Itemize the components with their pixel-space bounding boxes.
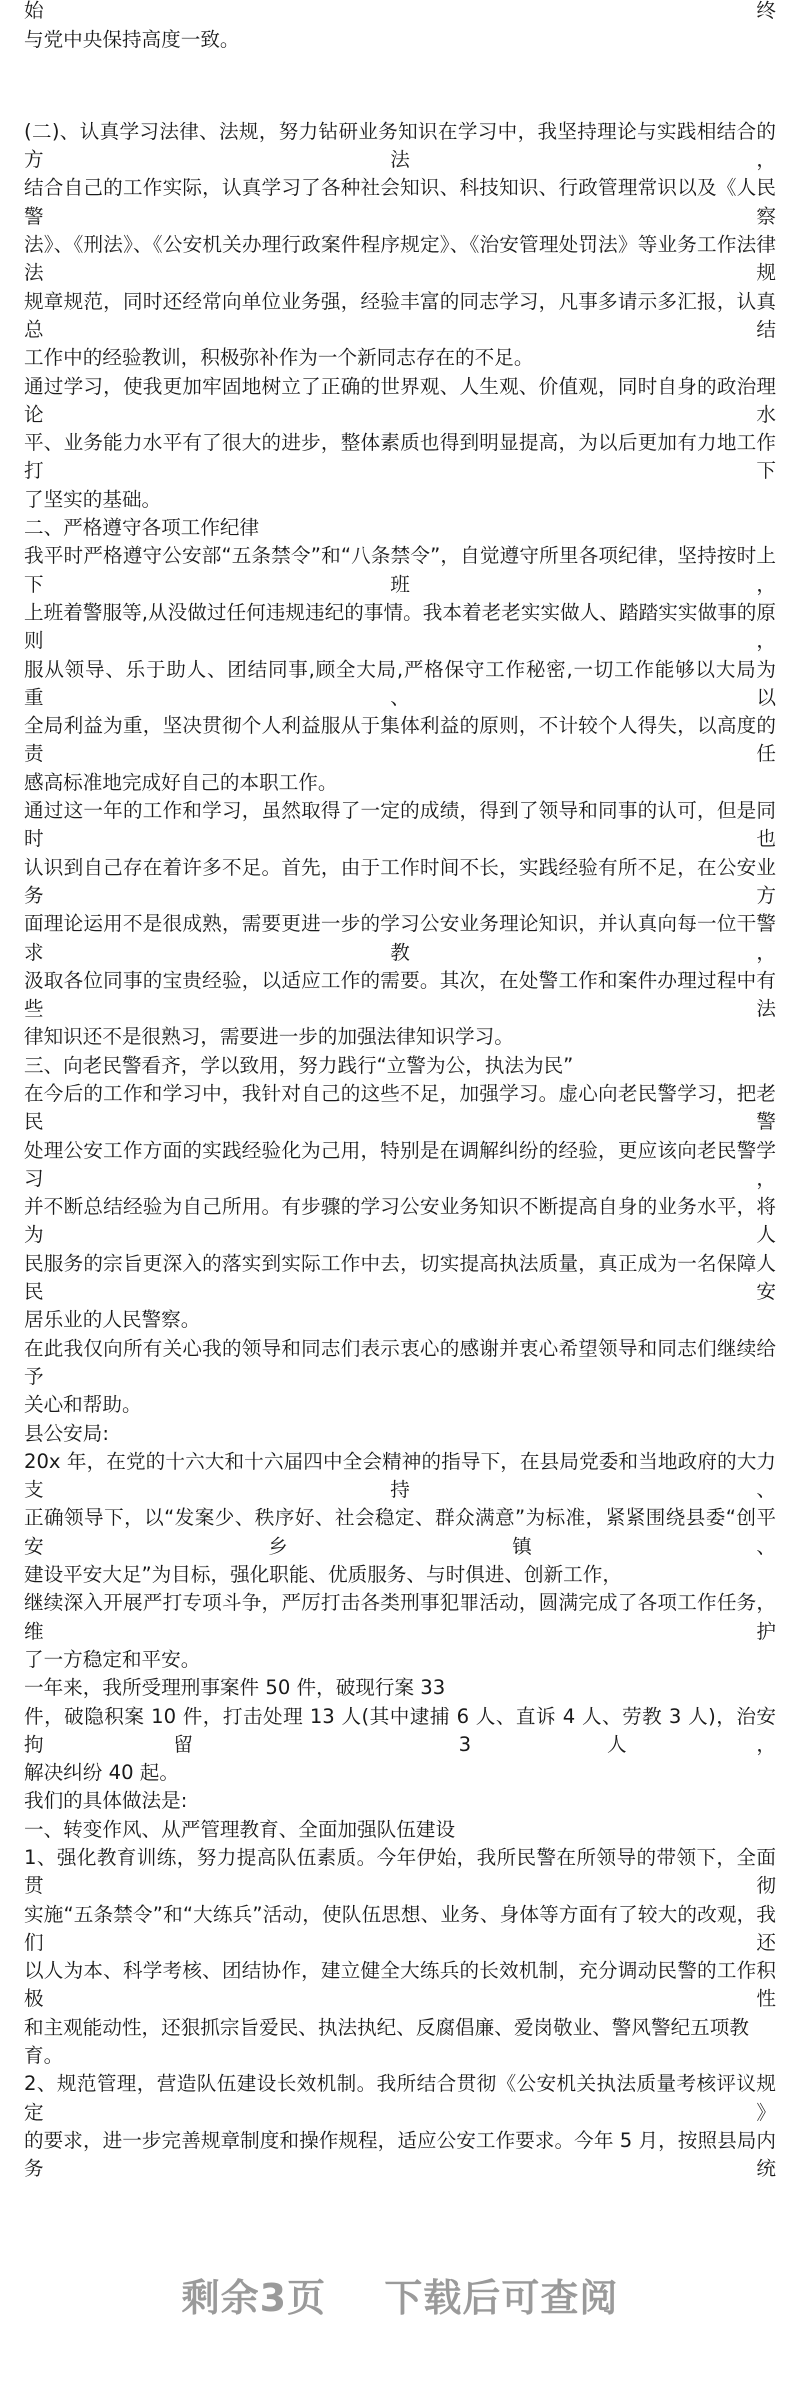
previous-page-tail [24,0,776,54]
text-line: 关心和帮助。 [24,1393,142,1417]
text-line: 继续深入开展严打专项斗争，严厉打击各类刑事犯罪活动，圆满完成了各项工作任务，维护 [24,1591,776,1643]
text-line: 2、规范管理，营造队伍建设长效机制。我所结合贯彻《公安机关执法质量考核评议规定》 [24,2072,776,2124]
text-line: 汲取各位同事的宝贵经验，以适应工作的需要。其次，在处警工作和案件办理过程中有些法 [24,968,776,1021]
download-prompt[interactable] [0,2274,800,2382]
text-line: 在此我仅向所有关心我的领导和同志们表示衷心的感谢并衷心希望领导和同志们继续给予 [24,1336,776,1388]
text-line: 并不断总结经验为自己所用。有步骤的学习公安业务知识不断提高自身的业务水平，将为人 [24,1195,776,1247]
text-line: 律知识还不是很熟习，需要进一步的加强法律知识学习。 [24,1025,514,1049]
text-line: 县公安局: [24,1421,109,1445]
text-line: 了坚实的基础。 [24,487,162,511]
text-line: 面理论运用不是很成熟，需要更进一步的学习公安业务理论知识，并认真向每一位干警求教， [24,912,776,964]
text-line: 三、向老民警看齐，学以致用，努力践行“立警为公，执法为民” [24,1053,574,1077]
download-hint-label[interactable]: 下载后可查阅 [384,2275,619,2320]
text-line: 20x 年，在党的十六大和十六届四中全会精神的指导下，在县局党委和当地政府的大力支持、 [24,1449,776,1502]
text-line: 件，破隐积案 10 件，打击处理 13 人(其中逮捕 6 人、直诉 4 人、劳教 3 人)，治安拘留 3 人， [24,1704,776,1756]
text-line: 认识到自己存在着许多不足。首先，由于工作时间不长，实践经验有所不足，在公安业务方 [24,855,776,907]
text-line: 居乐业的人民警察。 [24,1308,201,1332]
text-line: 我平时严格遵守公安部“五条禁令”和“八条禁令”，自觉遵守所里各项纪律，坚持按时上下班， [24,544,776,596]
text-line: 服从领导、乐于助人、团结同事,顾全大局,严格保守工作秘密,一切工作能够以大局为重、以 [24,657,776,709]
text-line: 上班着警服等,从没做过任何违规违纪的事情。我本着老老实实做人、踏踏实实做事的原则， [24,600,776,653]
text-line: 民服务的宗旨更深入的落实到实际工作中去，切实提高执法质量，真正成为一名保障人民安 [24,1251,776,1304]
text-line: 始终 [24,0,776,23]
text-line: 的要求，进一步完善规章制度和操作规程，适应公安工作要求。今年 5 月，按照县局内务统 [24,2128,776,2181]
text-line: 一、转变作风、从严管理教育、全面加强队伍建设 [24,1817,456,1841]
document-body [24,118,776,2184]
text-line: 一年来，我所受理刑事案件 50 件，破现行案 33 [24,1676,446,1700]
text-line: 了一方稳定和平安。 [24,1647,201,1671]
text-line: 1、强化教育训练，努力提高队伍素质。今年伊始，我所民警在所领导的带领下，全面贯彻 [24,1846,776,1898]
text-line: (二)、认真学习法律、法规，努力钻研业务知识在学习中，我坚持理论与实践相结合的方法， [24,119,776,172]
text-line: 正确领导下，以“发案少、秩序好、社会稳定、群众满意”为标准，紧紧围绕县委“创平安乡镇、 [24,1506,776,1558]
text-line: 在今后的工作和学习中，我针对自己的这些不足，加强学习。虚心向老民警学习，把老民警 [24,1081,776,1134]
text-line: 通过学习，使我更加牢固地树立了正确的世界观、人生观、价值观，同时自身的政治理论水 [24,374,776,426]
text-line: 规章规范，同时还经常向单位业务强，经验丰富的同志学习，凡事多请示多汇报，认真总结 [24,289,776,341]
text-line: 法》、《刑法》、《公安机关办理行政案件程序规定》、《治安管理处罚法》等业务工作法律法规 [24,233,776,285]
text-line: 与党中央保持高度一致。 [24,27,240,51]
text-line: 和主观能动性，还狠抓宗旨爱民、执法执纪、反腐倡廉、爱岗敬业、警风警纪五项教育。 [24,2015,749,2068]
text-line: 我们的具体做法是: [24,1789,188,1813]
text-line: 建设平安大足”为目标，强化职能、优质服务、与时俱进、创新工作， [24,1563,622,1587]
text-line: 工作中的经验教训，积极弥补作为一个新同志存在的不足。 [24,346,534,370]
text-line: 结合自己的工作实际，认真学习了各种社会知识、科技知识、行政管理常识以及《人民警察 [24,176,776,228]
text-line: 以人为本、科学考核、团结协作，建立健全大练兵的长效机制，充分调动民警的工作积极性 [24,1959,776,2011]
text-line: 通过这一年的工作和学习，虽然取得了一定的成绩，得到了领导和同事的认可，但是同时也 [24,799,776,851]
text-line: 处理公安工作方面的实践经验化为己用，特别是在调解纠纷的经验，更应该向老民警学习， [24,1138,776,1190]
text-line: 实施“五条禁令”和“大练兵”活动，使队伍思想、业务、身体等方面有了较大的改观，我们还 [24,1902,776,1954]
text-line: 平、业务能力水平有了很大的进步，整体素质也得到明显提高，为以后更加有力地工作打下 [24,431,776,483]
text-line: 解决纠纷 40 起。 [24,1761,179,1785]
text-line: 全局利益为重，坚决贯彻个人利益服从于集体利益的原则，不计较个人得失，以高度的责任 [24,714,776,766]
text-line: 感高标准地完成好自己的本职工作。 [24,770,338,794]
remaining-pages-label: 剩余3页 [181,2275,327,2320]
text-line: 二、严格遵守各项工作纪律 [24,516,260,540]
